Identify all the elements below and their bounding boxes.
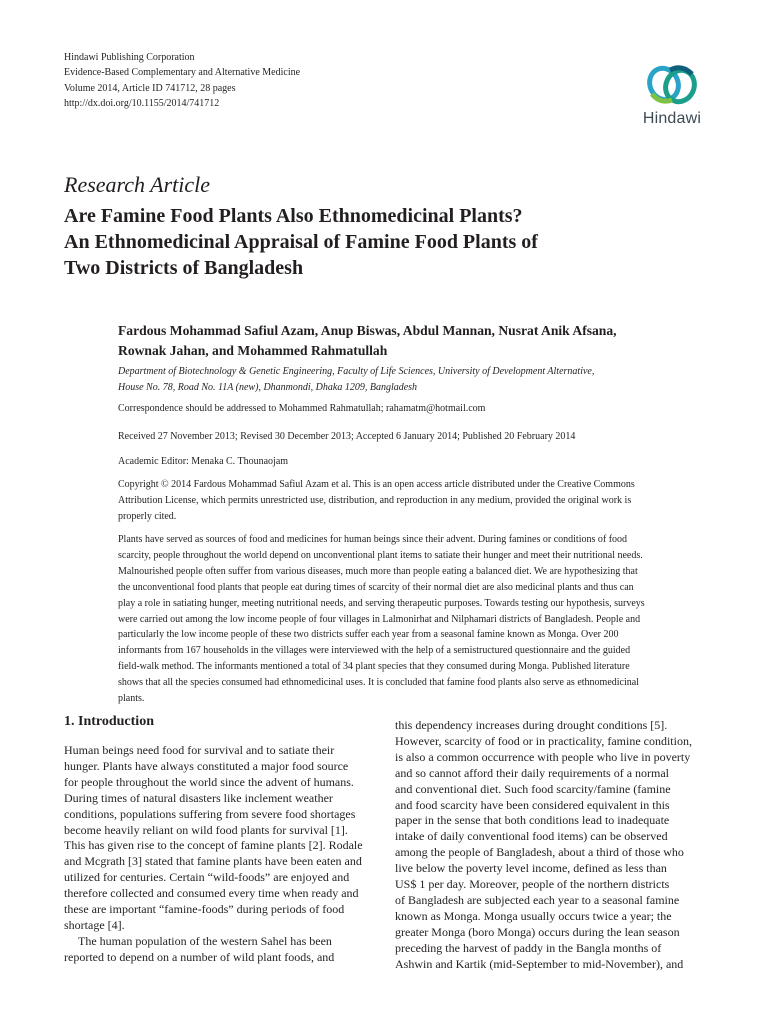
abstract <box>118 532 708 707</box>
body-line: and conventional diet. Such food scarcity/famine (famine <box>395 781 671 796</box>
body-line: this dependency increases during drought conditions [5]. <box>395 718 668 732</box>
abstract-line: scarcity, people throughout the world depend on unconventional plant items to satiate their hunger and meet their nutritional needs. <box>118 549 643 561</box>
body-line: hunger. Plants have always constituted a major food source <box>64 758 349 773</box>
abstract-line: plants. <box>118 693 145 705</box>
hindawi-rings-icon <box>630 60 714 110</box>
section-heading: 1. Introduction <box>64 714 154 729</box>
body-line: and food scarcity have been considered equivalent in this <box>395 797 670 812</box>
abstract-line: play a role in satiating hunger, meeting nutritional needs, and serving therapeutic purposes. Towards testing our hypothesis, surveys <box>118 597 645 609</box>
body-line: paper in the sense that both conditions lead to inadequate <box>395 813 670 828</box>
affiliation <box>118 364 594 396</box>
body-line: The human population of the western Sahel has been <box>78 933 332 948</box>
correspondence: Correspondence should be addressed to Mohammed Rahmatullah; rahamatm@hotmail.com <box>118 403 486 414</box>
body-line: preceding the harvest of paddy in the Bangla months of <box>395 940 662 955</box>
body-column-right <box>395 718 690 973</box>
copyright-notice <box>118 477 708 525</box>
abstract-line: the unconventional food plants that people eat during times of scarcity of their normal diet are also medicinal plants and thus can <box>118 581 634 593</box>
abstract-line: informants from 167 households in the villages were interviewed with the help of a semistructured questionnaire and the guided <box>118 645 631 657</box>
body-line: known as Monga. Monga usually occurs twice a year; the <box>395 908 672 923</box>
abstract-line: particularly the low income people of these two districts suffer each year from a seasonal famine known as Monga. Over 200 <box>118 629 619 641</box>
affiliation-line: House No. 78, Road No. 11A (new), Dhanmondi, Dhaka 1209, Bangladesh <box>118 382 418 393</box>
volume-info: Volume 2014, Article ID 741712, 28 pages <box>64 82 236 94</box>
body-line: conditions, populations suffering from severe food shortages <box>64 806 356 821</box>
body-line: for people throughout the world since the advent of humans. <box>64 774 354 789</box>
body-line: therefore collected and consumed every time when ready and <box>64 886 359 901</box>
journal-header <box>64 50 300 111</box>
body-line: Human beings need food for survival and to satiate their <box>64 743 335 757</box>
body-line: of Bangladesh are subjected each year to a seasonal famine <box>395 892 680 907</box>
abstract-line: Malnourished people often suffer from various diseases, much more than people eating a balanced diet. We are hypothesizing that <box>118 565 638 577</box>
author-line: Rownak Jahan, and Mohammed Rahmatullah <box>118 343 388 358</box>
body-line: However, scarcity of food or in practicality, famine condition, <box>395 733 692 748</box>
doi-link[interactable]: http://dx.doi.org/10.1155/2014/741712 <box>64 97 220 109</box>
abstract-line: shows that all the species consumed had ethnomedicinal uses. It is concluded that famine food plants also serve as ethnomedicinal <box>118 677 639 689</box>
hindawi-logo-text: Hindawi <box>642 110 702 127</box>
body-line: intake of daily conventional food items) can be observed <box>395 829 668 844</box>
body-line: shortage [4]. <box>64 917 125 932</box>
body-column-left <box>64 743 363 966</box>
copyright-line: Attribution License, which permits unrestricted use, distribution, and reproduction in any medium, provided the original work is <box>118 495 632 506</box>
body-line: US$ 1 per day. Moreover, people of the northern districts <box>395 877 670 892</box>
author-list <box>118 321 708 361</box>
affiliation-line: Department of Biotechnology & Genetic Engineering, Faculty of Life Sciences, University of Development Alternative, <box>118 366 595 377</box>
academic-editor: Academic Editor: Menaka C. Thounaojam <box>118 456 289 467</box>
body-line: Ashwin and Kartik (mid-September to mid-November), and <box>395 956 684 971</box>
body-line: greater Monga (boro Monga) occurs during the lean season <box>395 924 680 939</box>
body-line: During times of natural disasters like inclement weather <box>64 790 333 805</box>
hindawi-logo <box>630 60 714 140</box>
body-line: is also a common occurrence with people who live in poverty <box>395 749 691 764</box>
publication-dates: Received 27 November 2013; Revised 30 December 2013; Accepted 6 January 2014; Published 20 February 2014 <box>118 431 576 442</box>
journal-name: Evidence-Based Complementary and Alternative Medicine <box>64 67 301 79</box>
author-line: Fardous Mohammad Safiul Azam, Anup Biswas, Abdul Mannan, Nusrat Anik Afsana, <box>118 323 617 338</box>
body-line: among the people of Bangladesh, about a third of those who <box>395 845 684 860</box>
title-line: Two Districts of Bangladesh <box>64 257 304 279</box>
article-title <box>64 203 704 281</box>
body-line: these are important “famine-foods” during periods of food <box>64 902 345 917</box>
title-line: Are Famine Food Plants Also Ethnomedicinal Plants? <box>64 205 523 227</box>
body-line: This has given rise to the concept of famine plants [2]. Rodale <box>64 838 363 853</box>
body-line: become heavily reliant on wild food plants for survival [1]. <box>64 822 348 837</box>
article-type: Research Article <box>64 172 211 197</box>
publisher-name: Hindawi Publishing Corporation <box>64 52 195 63</box>
abstract-line: Plants have served as sources of food and medicines for human beings since their advent. During famines or conditions of food <box>118 534 628 545</box>
abstract-line: field-walk method. The informants mentioned a total of 34 plant species that they consumed during Monga. Published literature <box>118 661 630 673</box>
copyright-line: Copyright © 2014 Fardous Mohammad Safiul Azam et al. This is an open access article distributed under the Creative Commons <box>118 479 635 490</box>
copyright-line: properly cited. <box>118 511 177 522</box>
body-line: live below the poverty level income, defined as less than <box>395 861 667 876</box>
body-line: and so cannot afford their daily requirements of a normal <box>395 765 670 780</box>
body-line: utilized for centuries. Certain “wild-foods” are enjoyed and <box>64 870 350 885</box>
body-line: and Mcgrath [3] stated that famine plants have been eaten and <box>64 854 362 869</box>
abstract-line: were carried out among the low income people of four villages in Lalmonirhat and Nilphamari districts of Bangladesh. People and <box>118 613 641 625</box>
body-line: reported to depend on a number of wild plant foods, and <box>64 949 335 964</box>
title-line: An Ethnomedicinal Appraisal of Famine Food Plants of <box>64 231 538 253</box>
